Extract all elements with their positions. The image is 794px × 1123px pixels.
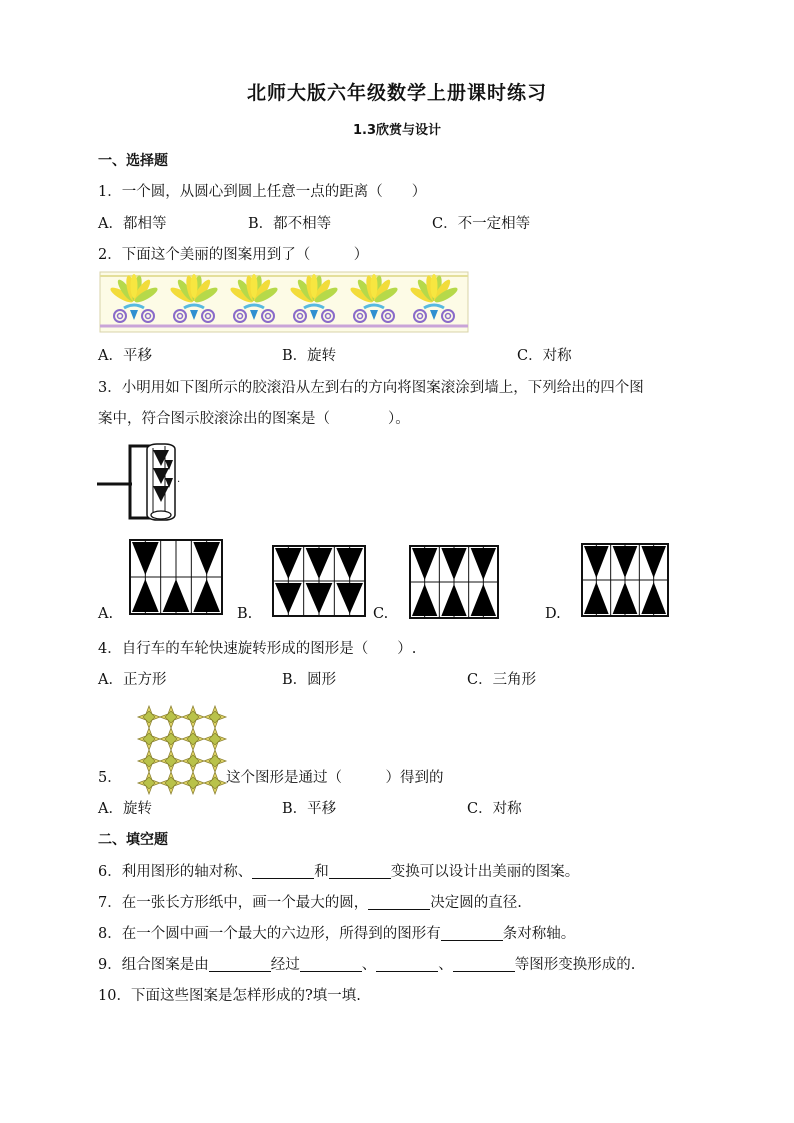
q4-option-b: B．圆形 [282, 672, 337, 688]
q2-option-b: B．旋转 [282, 348, 337, 364]
question-3-line-2: 案中，符合图示胶滚涂出的图案是（ ）。 [98, 411, 410, 427]
q3-option-d-pattern [582, 544, 668, 616]
page-subtitle: 1.3欣赏与设计 [352, 123, 442, 138]
question-7 [98, 891, 522, 912]
q6-text-2: 和 [314, 864, 329, 880]
q3-option-c-pattern [410, 546, 498, 618]
q8-text-1: 8．在一个圆中画一个最大的六边形，所得到的图形有 [98, 926, 441, 942]
q7-text-2: 决定圆的直径. [430, 895, 522, 911]
page-title: 北师大版六年级数学上册课时练习 [246, 82, 547, 104]
q9-text-2: 经过 [270, 957, 300, 973]
q4-option-c: C．三角形 [467, 672, 537, 688]
section-fill-heading: 二、填空题 [98, 832, 168, 848]
q5-option-a: A．旋转 [98, 801, 152, 817]
question-5-number: 5． [98, 770, 122, 786]
question-8 [98, 922, 575, 943]
q8-text-2: 条对称轴。 [502, 926, 576, 942]
q4-option-a: A．正方形 [98, 672, 167, 688]
question-6 [98, 860, 579, 881]
q5-option-b: B．平移 [282, 801, 337, 817]
q9-text-3: 、 [361, 957, 377, 973]
question-2: 2．下面这个美丽的图案用到了（ ） [98, 247, 369, 263]
q6-text-1: 6．利用图形的轴对称、 [98, 864, 253, 880]
q2-option-a: A．平移 [98, 348, 152, 364]
question-9 [98, 953, 635, 974]
decorative-border-pattern-image [100, 272, 468, 332]
q3-option-a-pattern [130, 540, 222, 614]
q9-blank-1[interactable] [209, 957, 271, 973]
q7-blank-1[interactable] [368, 895, 430, 911]
q9-text-5: 等图形变换形成的. [514, 957, 636, 973]
q1-option-c: C．不一定相等 [432, 216, 531, 232]
q9-text-1: 9．组合图案是由 [98, 957, 209, 973]
svg-text:.: . [177, 474, 181, 485]
q1-option-a: A．都相等 [98, 216, 167, 232]
q9-blank-2[interactable] [300, 957, 362, 973]
q1-option-b: B．都不相等 [248, 216, 332, 232]
q6-blank-1[interactable] [252, 864, 314, 880]
question-5: 这个图形是通过（ ）得到的 [226, 770, 444, 786]
q9-blank-3[interactable] [376, 957, 438, 973]
q3-option-c-label: C. [373, 606, 389, 622]
q2-option-c: C．对称 [517, 348, 572, 364]
question-10: 10．下面这些图案是怎样形成的?填一填. [98, 988, 361, 1004]
q6-text-3: 变换可以设计出美丽的图案。 [390, 864, 580, 880]
question-4: 4．自行车的车轮快速旋转形成的图形是（ ）. [98, 641, 417, 657]
q5-option-c: C．对称 [467, 801, 522, 817]
star-lattice-image [130, 700, 226, 782]
question-3-line-1: 3．小明用如下图所示的胶滚沿从左到右的方向将图案滚涂到墙上，下列给出的四个图 [98, 380, 644, 396]
q3-option-a-label: A. [98, 606, 114, 622]
q8-blank-1[interactable] [441, 926, 503, 942]
question-1: 1．一个圆，从圆心到圆上任意一点的距离（ ） [98, 184, 427, 200]
q7-text-1: 7．在一张长方形纸中，画一个最大的圆， [98, 895, 369, 911]
q9-text-4: 、 [438, 957, 453, 973]
q3-option-d-label: D. [545, 606, 561, 622]
section-choice-heading: 一、选择题 [98, 153, 168, 169]
q9-blank-4[interactable] [453, 957, 515, 973]
q3-option-b-pattern [273, 546, 365, 616]
q6-blank-2[interactable] [329, 864, 391, 880]
paint-roller-image [97, 440, 192, 525]
q3-option-b-label: B. [237, 606, 253, 622]
